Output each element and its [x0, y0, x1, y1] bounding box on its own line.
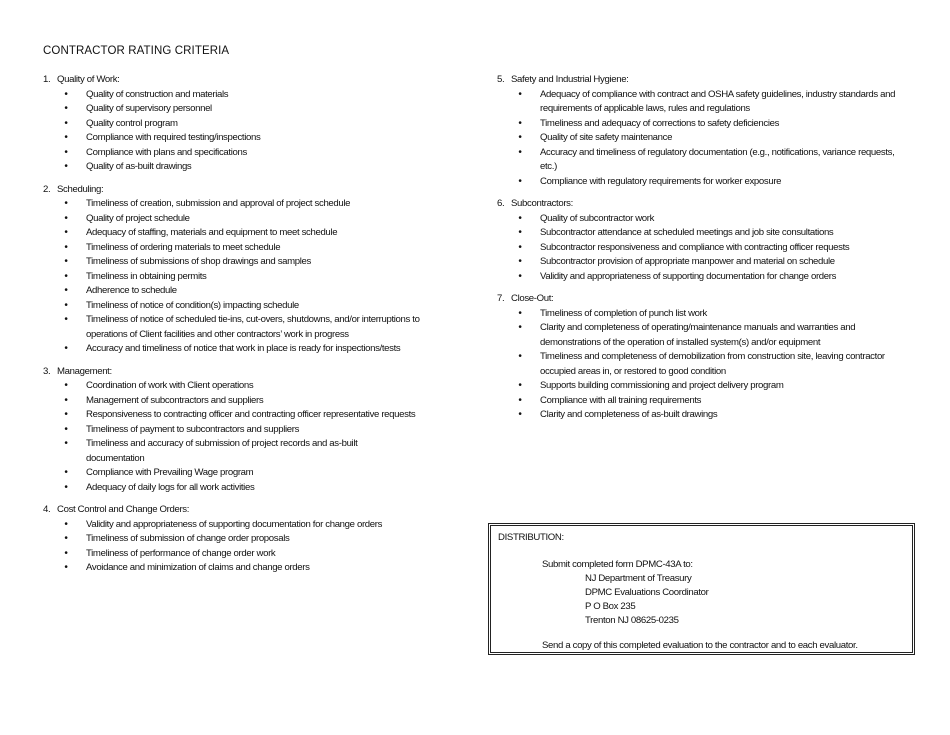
list-item: • Adequacy of daily logs for all work activities: [43, 481, 463, 496]
list-item: • Validity and appropriateness of supporting documentation for change orders: [43, 518, 463, 533]
bullet-icon: •: [64, 394, 68, 406]
bullet-icon: •: [64, 132, 68, 143]
bullet-icon: •: [518, 241, 522, 253]
list-item: • Timeliness of submissions of shop drawings and samples: [43, 255, 463, 270]
list-item: • Compliance with regulatory requirements for worker exposure: [497, 175, 907, 190]
bullet-icon: •: [64, 423, 68, 435]
section-title: Close-Out:: [511, 293, 554, 304]
bullet-icon: •: [518, 270, 522, 282]
list-item: • Timeliness of notice of condition(s) impacting schedule: [43, 299, 463, 314]
bullet-icon: •: [64, 409, 68, 420]
bullet-icon: •: [518, 307, 522, 319]
section-title: Cost Control and Change Orders:: [57, 504, 190, 515]
list-item: • Subcontractor responsiveness and compliance with contracting officer requests: [497, 241, 907, 256]
bullet-icon: •: [64, 547, 68, 559]
bullet-icon: •: [64, 314, 68, 325]
list-item: • Compliance with required testing/inspections: [43, 131, 463, 146]
section-heading: [43, 365, 463, 380]
section-title: Safety and Industrial Hygiene:: [511, 74, 629, 85]
list-item: • Timeliness and accuracy of submission of project records and as-built documentation: [43, 437, 463, 466]
list-item: • Coordination of work with Client operations: [43, 379, 463, 394]
distribution-heading: DISTRIBUTION:: [498, 532, 564, 543]
distribution-box: [488, 523, 915, 655]
section-title: Subcontractors:: [511, 198, 573, 209]
list-item: • Clarity and completeness of as-built drawings: [497, 408, 907, 423]
list-item: • Adequacy of compliance with contract and OSHA safety guidelines, industry standards and requirements of applicable laws, rules and regulations: [497, 88, 907, 117]
section-number: 3.: [43, 365, 51, 377]
distribution-footer: Send a copy of this completed evaluation to the contractor and to each evaluator.: [542, 640, 858, 651]
distribution-submit-line: Submit completed form DPMC-43A to:: [542, 559, 693, 570]
bullet-icon: •: [518, 88, 522, 100]
bullet-icon: •: [64, 562, 68, 573]
list-item: • Compliance with all training requirements: [497, 394, 907, 409]
bullet-icon: •: [64, 212, 68, 224]
section-management: [43, 365, 463, 496]
list-item: • Accuracy and timeliness of notice that work in place is ready for inspections/tests: [43, 342, 463, 357]
list-item: • Timeliness of ordering materials to meet schedule: [43, 241, 463, 256]
bullet-icon: •: [64, 343, 68, 354]
list-item: • Quality of project schedule: [43, 212, 463, 227]
list-item: • Quality of construction and materials: [43, 88, 463, 103]
right-column: [497, 73, 907, 431]
list-item: • Quality control program: [43, 117, 463, 132]
bullet-icon: •: [64, 241, 68, 253]
address-line: Trenton NJ 08625-0235: [585, 615, 679, 626]
section-subcontractors: [497, 197, 907, 284]
bullet-icon: •: [518, 175, 522, 187]
list-item: • Management of subcontractors and suppliers: [43, 394, 463, 409]
bullet-icon: •: [64, 481, 68, 493]
list-item: • Timeliness and completeness of demobilization from construction site, leaving contractor occupied areas in, or restored to good condition: [497, 350, 907, 379]
bullet-icon: •: [64, 88, 68, 100]
bullet-icon: •: [64, 256, 68, 267]
bullet-icon: •: [64, 146, 68, 158]
bullet-icon: •: [64, 227, 68, 238]
section-safety: [497, 73, 907, 189]
section-heading: [497, 292, 907, 307]
bullet-icon: •: [518, 409, 522, 420]
bullet-icon: •: [518, 256, 522, 267]
list-item: • Timeliness of payment to subcontractors and suppliers: [43, 423, 463, 438]
section-heading: [43, 73, 463, 88]
section-number: 7.: [497, 293, 505, 304]
section-scheduling: [43, 183, 463, 357]
section-heading: [497, 73, 907, 88]
list-item: • Timeliness in obtaining permits: [43, 270, 463, 285]
list-item: • Subcontractor provision of appropriate manpower and material on schedule: [497, 255, 907, 270]
bullet-icon: •: [518, 132, 522, 143]
section-close-out: [497, 292, 907, 423]
section-cost-control: [43, 503, 463, 576]
section-quality-of-work: [43, 73, 463, 175]
list-item: • Timeliness of creation, submission and approval of project schedule: [43, 197, 463, 212]
section-number: 1.: [43, 74, 51, 85]
section-number: 6.: [497, 198, 505, 209]
section-number: 4.: [43, 504, 51, 515]
section-title: Quality of Work:: [57, 74, 120, 85]
list-item: • Adherence to schedule: [43, 284, 463, 299]
bullet-icon: •: [64, 380, 68, 391]
bullet-icon: •: [64, 161, 68, 172]
bullet-icon: •: [64, 270, 68, 282]
bullet-icon: •: [64, 285, 68, 296]
address-line: NJ Department of Treasury: [585, 573, 692, 584]
section-heading: [43, 503, 463, 518]
section-heading: [497, 197, 907, 212]
bullet-icon: •: [518, 212, 522, 224]
bullet-icon: •: [64, 533, 68, 544]
list-item: • Timeliness of completion of punch list work: [497, 307, 907, 322]
address-line: P O Box 235: [585, 601, 636, 612]
list-item: • Accuracy and timeliness of regulatory documentation (e.g., notifications, variance requests, etc.): [497, 146, 907, 175]
bullet-icon: •: [518, 146, 522, 158]
list-item: • Quality of site safety maintenance: [497, 131, 907, 146]
list-item: • Responsiveness to contracting officer and contracting officer representative requests: [43, 408, 463, 423]
bullet-icon: •: [518, 322, 522, 333]
section-number: 2.: [43, 183, 51, 195]
list-item: • Clarity and completeness of operating/maintenance manuals and warranties and demonstrations of the operation of installed system(s) and/or equipment: [497, 321, 907, 350]
bullet-icon: •: [518, 227, 522, 238]
bullet-icon: •: [64, 299, 68, 311]
list-item: • Supports building commissioning and project delivery program: [497, 379, 907, 394]
list-item: • Compliance with Prevailing Wage program: [43, 466, 463, 481]
list-item: • Timeliness and adequacy of corrections to safety deficiencies: [497, 117, 907, 132]
bullet-icon: •: [64, 518, 68, 530]
list-item: • Timeliness of submission of change order proposals: [43, 532, 463, 547]
left-column: [43, 73, 463, 584]
list-item: • Quality of as-built drawings: [43, 160, 463, 175]
bullet-icon: •: [64, 467, 68, 478]
bullet-icon: •: [64, 103, 68, 114]
section-title: Scheduling:: [57, 183, 104, 195]
list-item: • Quality of supervisory personnel: [43, 102, 463, 117]
list-item: • Validity and appropriateness of supporting documentation for change orders: [497, 270, 907, 285]
bullet-icon: •: [64, 117, 68, 129]
bullet-icon: •: [518, 351, 522, 362]
section-title: Management:: [57, 365, 112, 377]
bullet-icon: •: [64, 198, 68, 209]
list-item: • Timeliness of notice of scheduled tie-ins, cut-overs, shutdowns, and/or interruptions to operations of Client facilities and other contractors’ work in progress: [43, 313, 463, 342]
page-title: CONTRACTOR RATING CRITERIA: [43, 45, 230, 57]
section-number: 5.: [497, 74, 505, 85]
list-item: • Adequacy of staffing, materials and equipment to meet schedule: [43, 226, 463, 241]
list-item: • Compliance with plans and specifications: [43, 146, 463, 161]
list-item: • Timeliness of performance of change order work: [43, 547, 463, 562]
list-item: • Avoidance and minimization of claims and change orders: [43, 561, 463, 576]
bullet-icon: •: [518, 394, 522, 406]
address-line: DPMC Evaluations Coordinator: [585, 587, 709, 598]
section-heading: [43, 183, 463, 198]
list-item: • Quality of subcontractor work: [497, 212, 907, 227]
list-item: • Subcontractor attendance at scheduled meetings and job site consultations: [497, 226, 907, 241]
bullet-icon: •: [64, 438, 68, 449]
mailing-address: [585, 572, 709, 628]
bullet-icon: •: [518, 117, 522, 129]
bullet-icon: •: [518, 380, 522, 391]
